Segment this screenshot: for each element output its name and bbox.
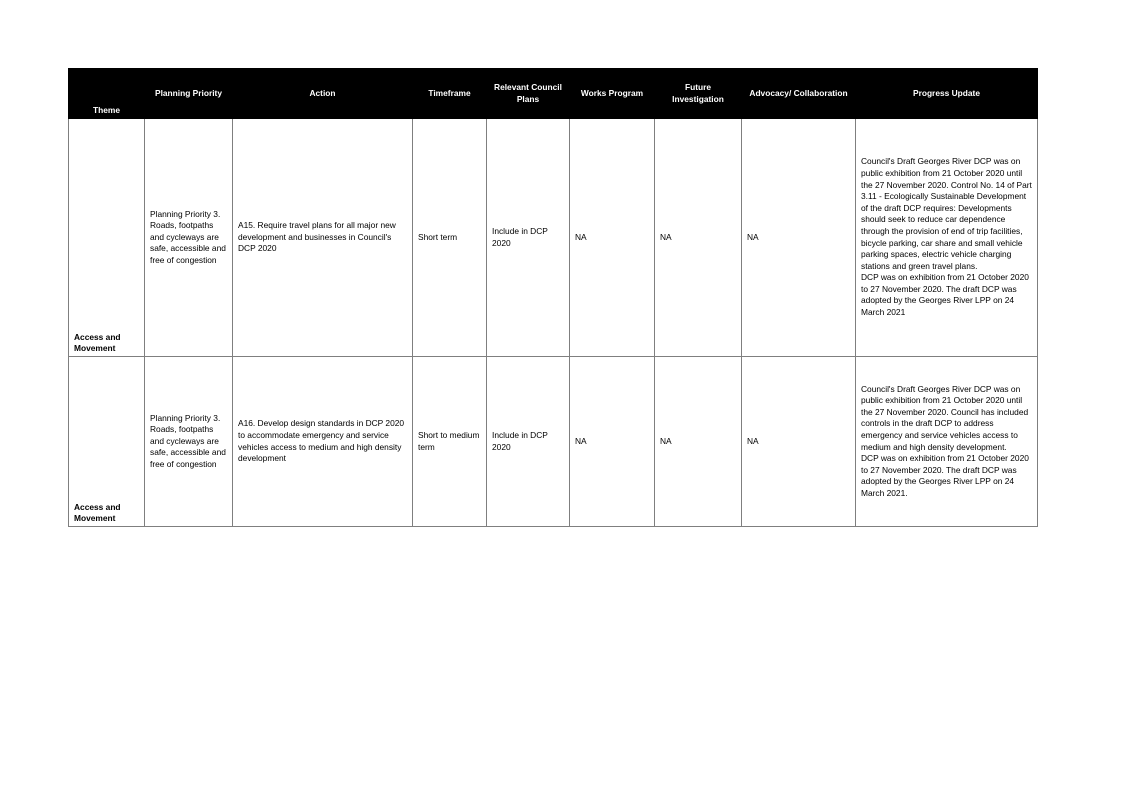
planning-actions-table bbox=[68, 68, 1038, 527]
header-progress-update: Progress Update bbox=[856, 69, 1038, 119]
table-row bbox=[69, 357, 1038, 527]
works-program-cell: NA bbox=[570, 119, 655, 357]
planning-priority-cell: Planning Priority 3. Roads, footpaths and cycleways are safe, accessible and free of congestion bbox=[145, 119, 233, 357]
table-header-row bbox=[69, 69, 1038, 119]
relevant-council-plans-cell: Include in DCP 2020 bbox=[487, 119, 570, 357]
header-advocacy-collaboration: Advocacy/ Collaboration bbox=[742, 69, 856, 119]
future-investigation-cell: NA bbox=[655, 357, 742, 527]
relevant-council-plans-cell: Include in DCP 2020 bbox=[487, 357, 570, 527]
planning-priority-cell: Planning Priority 3. Roads, footpaths and cycleways are safe, accessible and free of congestion bbox=[145, 357, 233, 527]
works-program-cell: NA bbox=[570, 357, 655, 527]
advocacy-collaboration-cell: NA bbox=[742, 119, 856, 357]
header-action: Action bbox=[233, 69, 413, 119]
action-cell: A16. Develop design standards in DCP 2020 to accommodate emergency and service vehicles access to medium and high density development bbox=[233, 357, 413, 527]
progress-update-cell: Council's Draft Georges River DCP was on public exhibition from 21 October 2020 until the 27 November 2020. Control No. 14 of Part 3.11 - Ecologically Sustainable Development of the draft DCP requires: Developments should seek to reduce car dependence through the provision of end of trip facilities, bicycle parking, car share and small vehicle parking spaces, electric vehicle charging stations and green travel plans. DCP was on exhibition from 21 October 2020 to 27 November 2020. The draft DCP was adopted by the Georges River LPP on 24 March 2021 bbox=[856, 119, 1038, 357]
advocacy-collaboration-cell: NA bbox=[742, 357, 856, 527]
header-relevant-council-plans: Relevant Council Plans bbox=[487, 69, 570, 119]
action-cell: A15. Require travel plans for all major new development and businesses in Council's DCP 2020 bbox=[233, 119, 413, 357]
header-future-investigation: Future Investigation bbox=[655, 69, 742, 119]
header-works-program: Works Program bbox=[570, 69, 655, 119]
timeframe-cell: Short to medium term bbox=[413, 357, 487, 527]
table-row bbox=[69, 119, 1038, 357]
timeframe-cell: Short term bbox=[413, 119, 487, 357]
future-investigation-cell: NA bbox=[655, 119, 742, 357]
header-timeframe: Timeframe bbox=[413, 69, 487, 119]
theme-cell: Access and Movement bbox=[69, 119, 145, 357]
header-planning-priority: Planning Priority bbox=[145, 69, 233, 119]
header-theme: Theme bbox=[69, 69, 145, 119]
theme-cell: Access and Movement bbox=[69, 357, 145, 527]
progress-update-cell: Council's Draft Georges River DCP was on public exhibition from 21 October 2020 until the 27 November 2020. Council has included controls in the draft DCP to address emergency and service vehicles access to medium and high density development. DCP was on exhibition from 21 October 2020 to 27 November 2020. The draft DCP was adopted by the Georges River LPP on 24 March 2021. bbox=[856, 357, 1038, 527]
